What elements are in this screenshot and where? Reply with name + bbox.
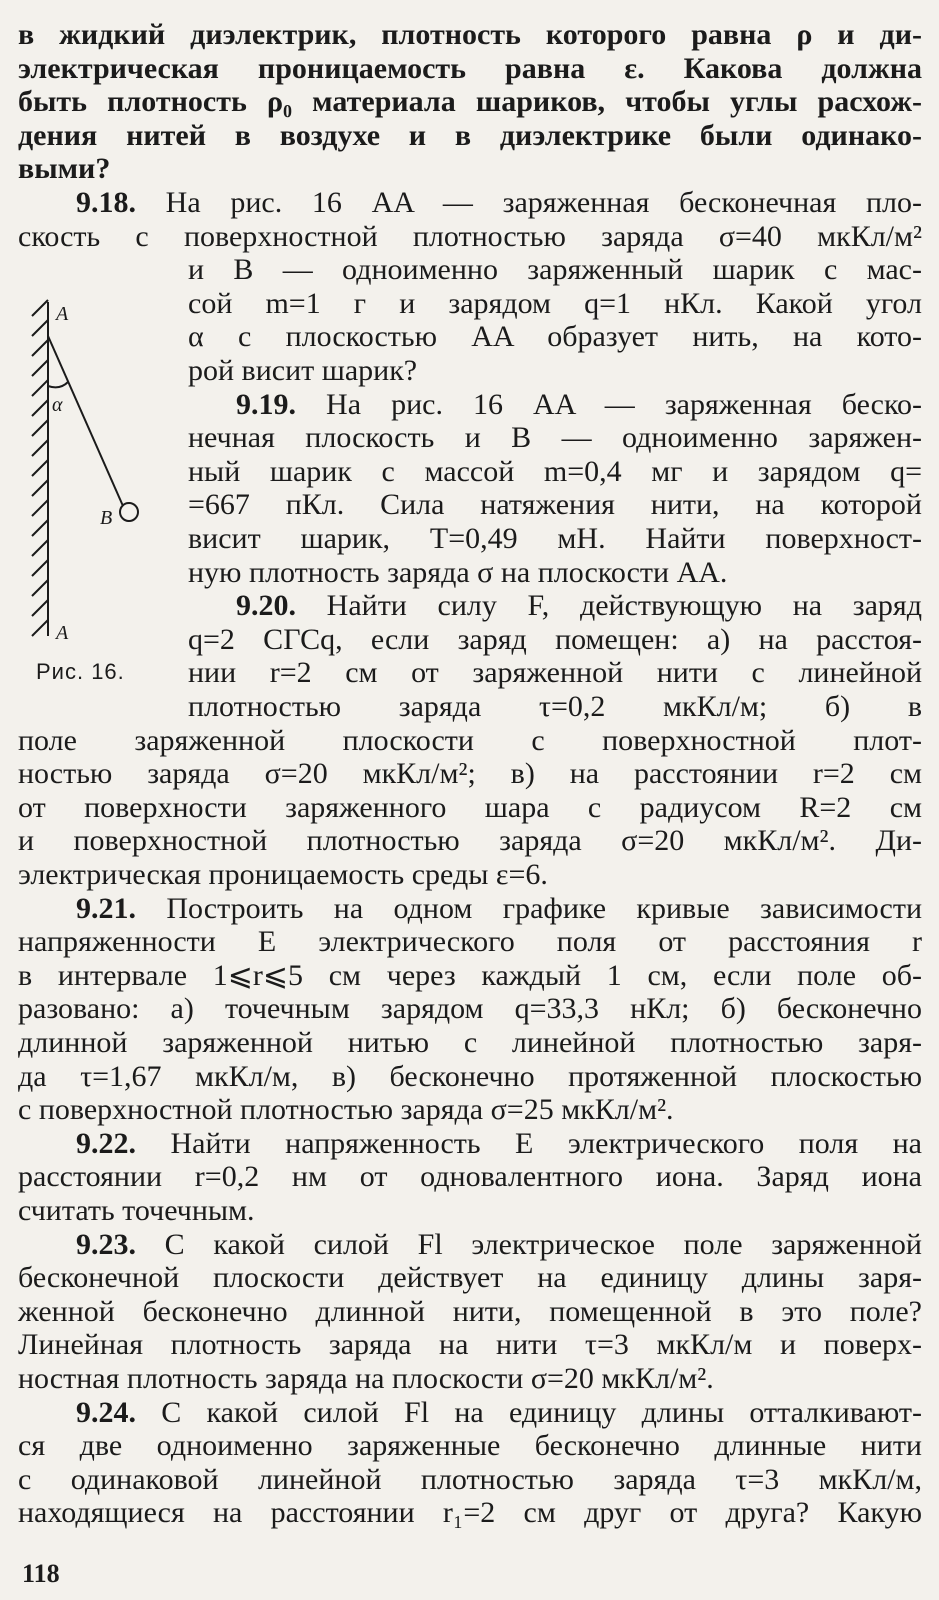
text-line xyxy=(18,152,922,185)
text-line xyxy=(18,119,922,152)
line-text: ный шарик с массой m=0,4 мг и зарядом q= xyxy=(188,454,922,488)
thread-line xyxy=(48,336,123,506)
line-text: α с плоскостью AA образует нить, на кото- xyxy=(188,320,922,354)
problem-number: 9.18. xyxy=(76,186,136,219)
text-line xyxy=(18,1093,922,1126)
line-text: и поверхностной плотностью заряда σ=20 мкКл/м². Ди- xyxy=(18,824,922,858)
line-text: ностная плотность заряда на плоскости σ=20 мкКл/м². xyxy=(18,1362,714,1395)
problem-first-line xyxy=(18,1228,922,1261)
problem-first-line xyxy=(18,1396,922,1429)
problem-first-line xyxy=(18,186,922,219)
text-line xyxy=(188,455,922,488)
line-text: с поверхностной плотностью заряда σ=25 мкКл/м². xyxy=(18,1093,674,1127)
text-line xyxy=(18,1060,922,1093)
line-text: На рис. 16 AA — заряженная беско- xyxy=(296,387,922,421)
text-line xyxy=(18,1261,922,1294)
line-text: бесконечной плоскости действует на единицу длины заря- xyxy=(18,1261,922,1295)
problem-first-line xyxy=(188,589,922,622)
text-line xyxy=(188,656,922,689)
line-text: нии r=2 см от заряженной нити с линейной xyxy=(188,656,922,690)
problem-first-line xyxy=(18,892,922,925)
text-line xyxy=(188,623,922,656)
figure-caption: Рис. 16. xyxy=(36,659,125,684)
text-line xyxy=(18,992,922,1025)
line-text: длинной заряженной нитью с линейной плотностью заря- xyxy=(18,1026,922,1059)
line-text: нечная плоскость и B — одноименно заряжен- xyxy=(188,421,922,455)
line-text: Найти силу F, действующую на заряд xyxy=(296,589,922,623)
text-line xyxy=(18,724,922,757)
line-text: Найти напряженность E электрического поля на xyxy=(136,1126,922,1160)
text-line xyxy=(188,690,922,723)
text-line xyxy=(188,522,922,555)
line-text: висит шарик, T=0,49 мН. Найти поверхност- xyxy=(188,522,922,555)
text-line xyxy=(188,488,922,521)
text-line xyxy=(18,858,922,891)
text-line xyxy=(18,1160,922,1193)
text-line xyxy=(18,220,922,253)
text-line xyxy=(18,925,922,958)
text-line xyxy=(18,52,922,85)
line-text: в жидкий диэлектрик, плотность которого равна ρ и ди- xyxy=(18,18,922,51)
line-text: Линейная плотность заряда на нити τ=3 мкКл/м и поверх- xyxy=(18,1328,922,1362)
line-text: быть плотность ρ₀ материала шариков, чтобы углы расхож- xyxy=(18,85,922,119)
line-text: считать точечным. xyxy=(18,1194,255,1227)
line-text: расстоянии r=0,2 нм от одновалентного иона. Заряд иона xyxy=(18,1160,922,1194)
problem-first-line xyxy=(188,388,922,421)
line-text: сой m=1 г и зарядом q=1 нКл. Какой угол xyxy=(188,286,922,320)
line-text: ную плотность заряда σ на плоскости AA. xyxy=(188,555,728,589)
line-text: электрическая проницаемость среды ε=6. xyxy=(18,858,548,891)
line-text: С какой силой Fl на единицу длины отталкивают- xyxy=(136,1395,922,1429)
text-line xyxy=(18,824,922,857)
line-text: дения нитей в воздухе и в диэлектрике были одинако- xyxy=(18,118,922,152)
problem-number: 9.21. xyxy=(76,891,136,925)
text-line xyxy=(18,1194,922,1227)
line-text: На рис. 16 AA — заряженная бесконечная пло- xyxy=(136,186,922,219)
text-line xyxy=(18,1496,922,1529)
problem-number: 9.22. xyxy=(76,1126,136,1160)
line-text: рой висит шарик? xyxy=(188,354,418,387)
line-text: выми? xyxy=(18,152,111,186)
line-text: находящиеся на расстоянии r₁=2 см друг от друга? Какую xyxy=(18,1496,922,1530)
figure-16 xyxy=(26,294,176,654)
text-line xyxy=(188,287,922,320)
text-line xyxy=(18,791,922,824)
line-text: электрическая проницаемость равна ε. Какова должна xyxy=(18,51,922,85)
text-line xyxy=(188,320,922,353)
line-text: с одинаковой линейной плотностью заряда τ=3 мкКл/м, xyxy=(18,1462,922,1496)
text-line xyxy=(18,1295,922,1328)
ball-b xyxy=(120,503,138,521)
problem-number: 9.24. xyxy=(76,1395,136,1429)
text-line xyxy=(18,1362,922,1395)
label-alpha: α xyxy=(52,394,63,416)
text-line xyxy=(18,85,922,118)
text-line xyxy=(18,1328,922,1361)
line-text: плотностью заряда τ=0,2 мкКл/м; б) в xyxy=(188,690,922,723)
problem-number: 9.19. xyxy=(236,387,296,421)
plane-hatching xyxy=(32,300,48,636)
line-text: Построить на одном графике кривые зависимости xyxy=(136,891,922,925)
text-line xyxy=(188,421,922,454)
line-text: С какой силой Fl электрическое поле заряженной xyxy=(136,1227,922,1261)
line-text: q=2 СГСq, если заряд помещен: а) на расстоя- xyxy=(188,622,922,656)
line-text: ся две одноименно заряженные бесконечно длинные нити xyxy=(18,1429,922,1463)
problem-first-line xyxy=(18,1127,922,1160)
line-text: женной бесконечно длинной нити, помещенной в это поле? xyxy=(18,1294,922,1328)
text-line xyxy=(18,757,922,790)
problem-number: 9.23. xyxy=(76,1227,136,1261)
text-line xyxy=(18,959,922,992)
line-text: от поверхности заряженного шара с радиусом R=2 см xyxy=(18,790,922,824)
text-line xyxy=(18,1026,922,1059)
label-b: B xyxy=(100,507,113,529)
line-text: напряженности E электрического поля от расстояния r xyxy=(18,925,922,959)
line-text: да τ=1,67 мкКл/м, в) бесконечно протяженной плоскостью xyxy=(18,1059,922,1093)
line-text: ностью заряда σ=20 мкКл/м²; в) на расстоянии r=2 см xyxy=(18,757,922,791)
page-number: 118 xyxy=(22,1559,60,1588)
line-text: разовано: а) точечным зарядом q=33,3 нКл; б) бесконечно xyxy=(18,992,922,1026)
text-line xyxy=(188,354,922,387)
label-a-bottom: A xyxy=(56,622,69,644)
text-line xyxy=(18,1463,922,1496)
text-line xyxy=(18,1429,922,1462)
line-text: скость с поверхностной плотностью заряда σ=40 мкКл/м² xyxy=(18,219,922,253)
line-text: =667 пКл. Сила натяжения нити, на которой xyxy=(188,488,922,522)
text-line xyxy=(18,18,922,51)
line-text: поле заряженной плоскости с поверхностной плот- xyxy=(18,723,922,757)
text-line xyxy=(188,556,922,589)
angle-arc xyxy=(48,382,68,387)
problem-number: 9.20. xyxy=(236,589,296,623)
text-line xyxy=(188,253,922,286)
label-a-top: A xyxy=(56,303,69,325)
line-text: и B — одноименно заряженный шарик с мас- xyxy=(188,253,922,287)
line-text: в интервале 1⩽r⩽5 см через каждый 1 см, если поле об- xyxy=(18,958,922,992)
